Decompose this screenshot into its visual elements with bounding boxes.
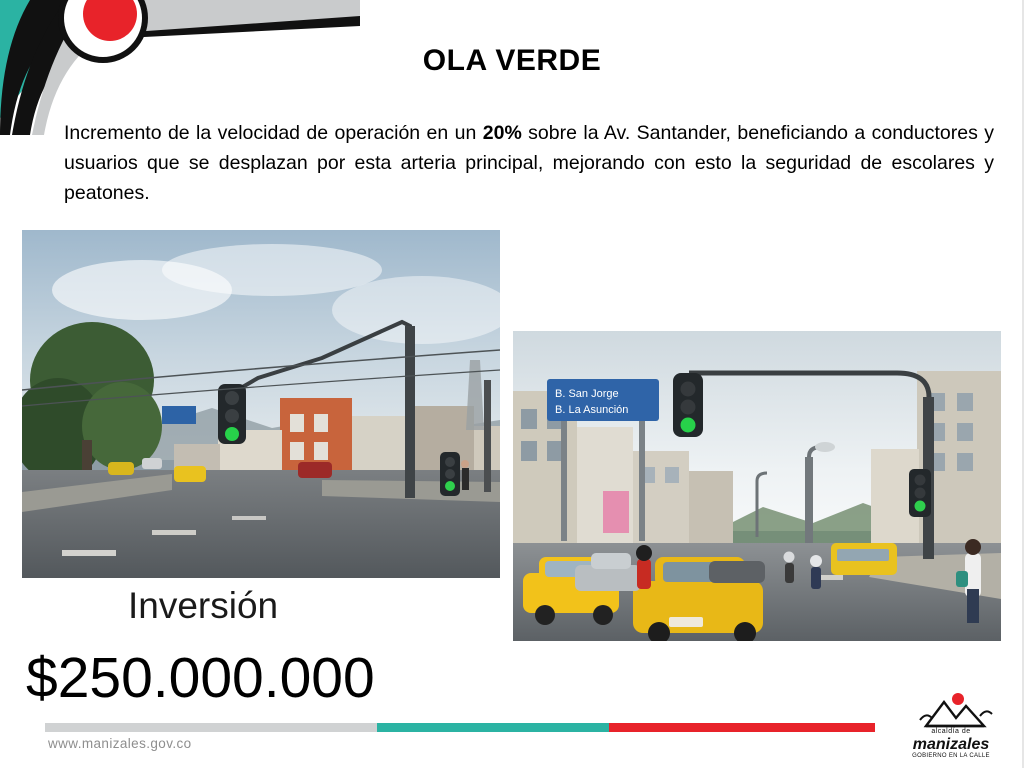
logo-line-1: alcaldía de [931,728,971,735]
paragraph-highlight: 20% [482,122,522,144]
photo-right [513,331,1001,641]
footer-bar-teal [377,723,609,732]
sign-line-2: B. La Asunción [555,404,629,416]
paragraph-part-1: Incremento de la velocidad de operación en un [64,122,483,144]
mountain-icon [896,690,1006,730]
page-title: OLA VERDE [422,44,602,77]
footer-bar-gray [45,723,377,732]
sign-line-1: B. San Jorge [555,388,619,400]
logo-line-2: manizales [912,736,990,753]
footer-website-url[interactable]: www.manizales.gov.co [48,736,192,751]
inversion-label: Inversión [128,585,279,626]
footer-color-bar [45,723,875,732]
photo-left [22,230,500,578]
footer-bar-red [609,723,875,732]
paragraph-part-2: sobre la Av. Santander, beneficiando a conductores y usuarios que se desplazan por esta arteria principal, mejorando con esto la seguridad de escolares y peatones. [64,122,994,204]
manizales-logo [896,690,1006,760]
logo-line-3: GOBIERNO EN LA CALLE [912,753,990,759]
body-paragraph [64,118,994,208]
inversion-amount: $250.000.000 [26,646,375,710]
